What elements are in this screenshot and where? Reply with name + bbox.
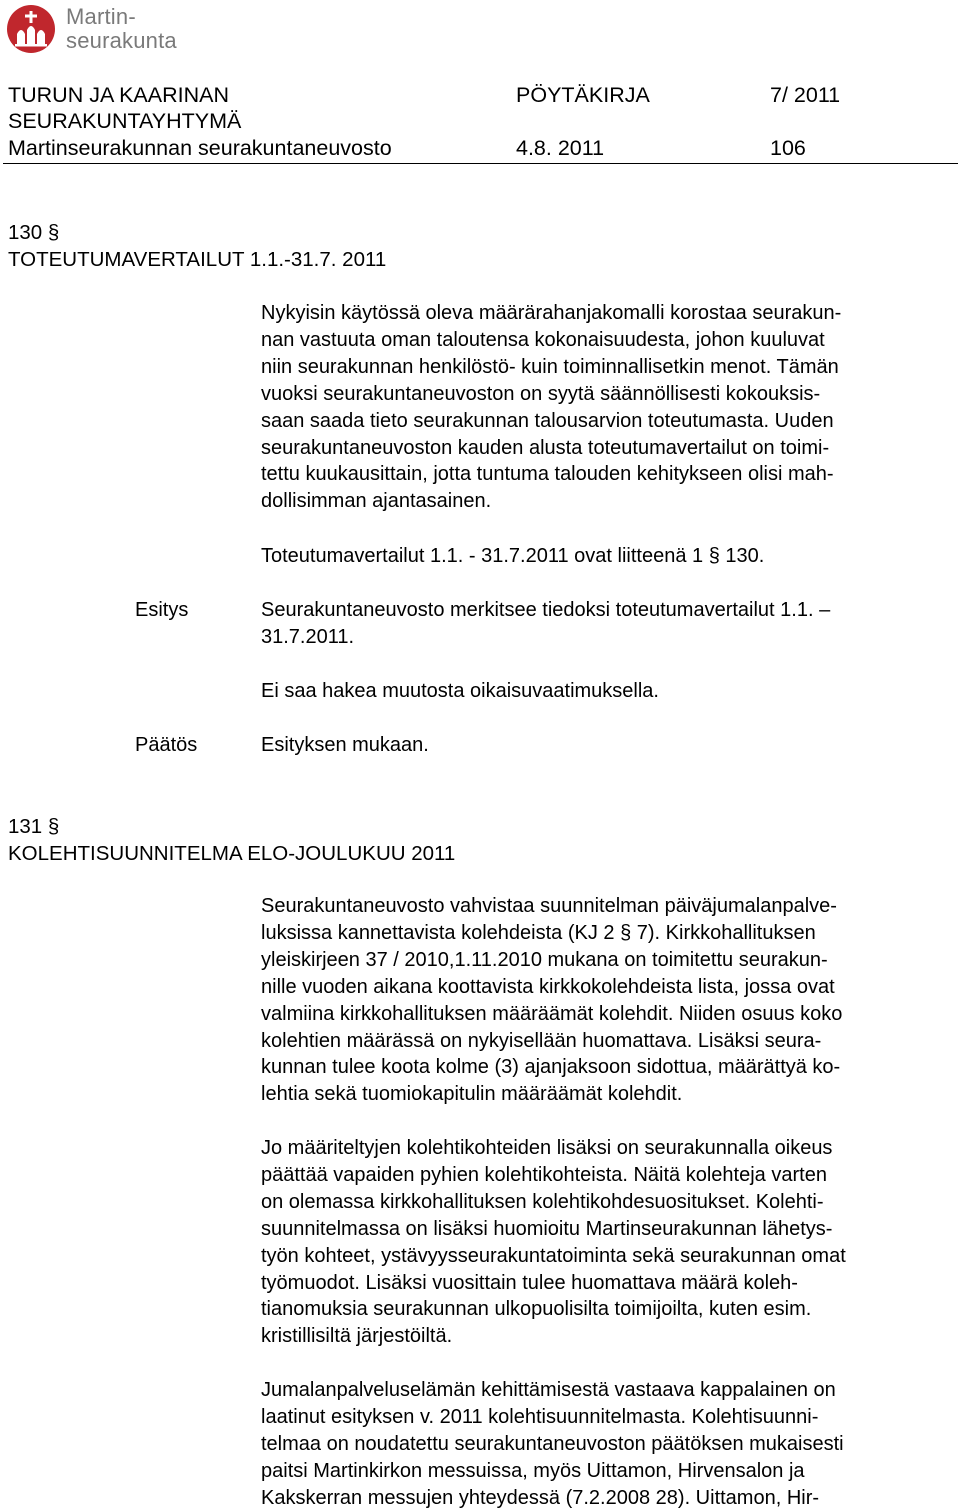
section-sign-icon: § <box>47 221 60 244</box>
section-131-heading <box>8 813 59 840</box>
header-page-number: 106 <box>770 136 806 160</box>
header-date: 4.8. 2011 <box>516 136 605 160</box>
section-130-body <box>261 300 951 515</box>
proposal-label: Esitys <box>135 599 189 621</box>
section-sign-icon: § <box>47 815 60 838</box>
text-line: niin seurakunnan henkilöstö- kuin toiminnallisetkin menot. Tämän <box>261 355 839 378</box>
text-line: valmiina kirkkohallituksen määräämät kolehdit. Niiden osuus koko <box>261 1002 843 1025</box>
section-131-number: 131 <box>8 815 43 838</box>
section-130-heading <box>8 219 59 246</box>
text-line: lehtia sekä tuomiokapitulin määräämät kolehdit. <box>261 1083 683 1106</box>
text-line: vuoksi seurakuntaneuvoston on syytä säännöllisesti kokouksis- <box>261 382 821 405</box>
text-line: Jo määriteltyjen kolehtikohteiden lisäksi on seurakunnalla oikeus <box>261 1137 833 1159</box>
logo-text-line1: Martin- <box>66 4 136 29</box>
attachment-note <box>261 543 764 570</box>
decision-label: Päätös <box>135 734 198 756</box>
section-sign-icon: § <box>708 545 720 567</box>
text-line: tianomuksia seurakunnan ulkopuolisilta toimijoilta, kuten esim. <box>261 1298 812 1321</box>
section-130-number: 130 <box>8 221 43 244</box>
section-131-paragraph-3 <box>261 1377 951 1512</box>
martin-seurakunta-logo <box>6 4 176 54</box>
proposal-line1: Seurakuntaneuvosto merkitsee tiedoksi toteutumavertailut 1.1. – <box>261 599 831 621</box>
attachment-number: 130. <box>725 545 765 567</box>
text-line: päättää vapaiden pyhien kolehtikohteista. Näitä kolehteja varten <box>261 1163 827 1186</box>
decision-text: Esityksen mukaan. <box>261 734 429 756</box>
text-line: luksissa kannettavista kolehdeista (KJ 2 § 7). Kirkkohallituksen <box>261 921 816 944</box>
text-line: kristillisiltä järjestöiltä. <box>261 1325 453 1348</box>
header-org-line2: SEURAKUNTAYHTYMÄ <box>8 109 242 133</box>
text-line: yleiskirjeen 37 / 2010,1.11.2010 mukana on toimitettu seurakun- <box>261 948 828 971</box>
text-line: tettu kuukausittain, jotta tuntuma talouden kehitykseen olisi mah- <box>261 463 834 486</box>
section-131-paragraph-1 <box>261 893 951 1108</box>
header-doc-type: PÖYTÄKIRJA <box>516 83 650 107</box>
text-line: työmuodot. Lisäksi vuosittain tulee huomattava määrä koleh- <box>261 1271 798 1294</box>
text-line: Seurakuntaneuvosto vahvistaa suunnitelman päiväjumalanpalve- <box>261 895 837 917</box>
section-131-title: KOLEHTISUUNNITELMA ELO-JOULUKUU 2011 <box>8 842 456 865</box>
text-line: kunnan tulee koota kolme (3) ajanjaksoon sidottua, määrättyä ko- <box>261 1056 841 1079</box>
proposal-line2: 31.7.2011. <box>261 626 355 648</box>
section-sign-icon: § <box>620 921 632 944</box>
text-line: laatinut esityksen v. 2011 kolehtisuunnitelmasta. Kolehtisuunni- <box>261 1405 819 1428</box>
text-line: saan saada tieto seurakunnan talousarvion toteutumasta. Uuden <box>261 409 834 432</box>
section-130-title: TOTEUTUMAVERTAILUT 1.1.-31.7. 2011 <box>8 248 387 271</box>
no-appeal-note: Ei saa hakea muutosta oikaisuvaatimuksella. <box>261 680 659 702</box>
text-line: on olemassa kirkkohallituksen kolehtikohdesuositukset. Kolehti- <box>261 1190 824 1213</box>
text-line: seurakuntaneuvoston kauden alusta toteutumavertailut on toimi- <box>261 436 830 459</box>
text-line: kolehtien määrässä on nykyisellään huomattava. Lisäksi seura- <box>261 1029 822 1052</box>
text-line: nan vastuuta oman taloutensa kokonaisuudesta, johon kuuluvat <box>261 328 825 351</box>
section-131-paragraph-2 <box>261 1135 951 1350</box>
text-line: työn kohteet, ystävyysseurakuntatoiminta sekä seurakunnan omat <box>261 1244 846 1267</box>
church-seal-icon <box>6 4 56 54</box>
header-org-line3: Martinseurakunnan seurakuntaneuvosto <box>8 136 392 160</box>
text-line: suunnitelmassa on lisäksi huomioitu Martinseurakunnan lähetys- <box>261 1217 833 1240</box>
header-divider <box>3 163 958 164</box>
text-line: telmaa on noudatettu seurakuntaneuvoston päätöksen mukaisesti <box>261 1432 844 1455</box>
text-line: Kakskerran messujen yhteydessä (7.2.2008 28). Uittamon, Hir- <box>261 1486 820 1509</box>
logo-text-line2: seurakunta <box>66 28 177 53</box>
text-line: Jumalanpalveluselämän kehittämisestä vastaava kappalainen on <box>261 1379 836 1401</box>
text-line: dollisimman ajantasainen. <box>261 490 492 513</box>
header-org-line1: TURUN JA KAARINAN <box>8 83 230 107</box>
text-line: Nykyisin käytössä oleva määrärahanjakomalli korostaa seurakun- <box>261 302 842 324</box>
text-line: paitsi Martinkirkon messuissa, myös Uittamon, Hirvensalon ja <box>261 1459 805 1482</box>
header-doc-number: 7/ 2011 <box>770 83 841 107</box>
attachment-text: Toteutumavertailut 1.1. - 31.7.2011 ovat liitteenä 1 <box>261 545 704 567</box>
text-line: nille vuoden aikana koottavista kirkkokolehdeista lista, jossa ovat <box>261 975 835 998</box>
